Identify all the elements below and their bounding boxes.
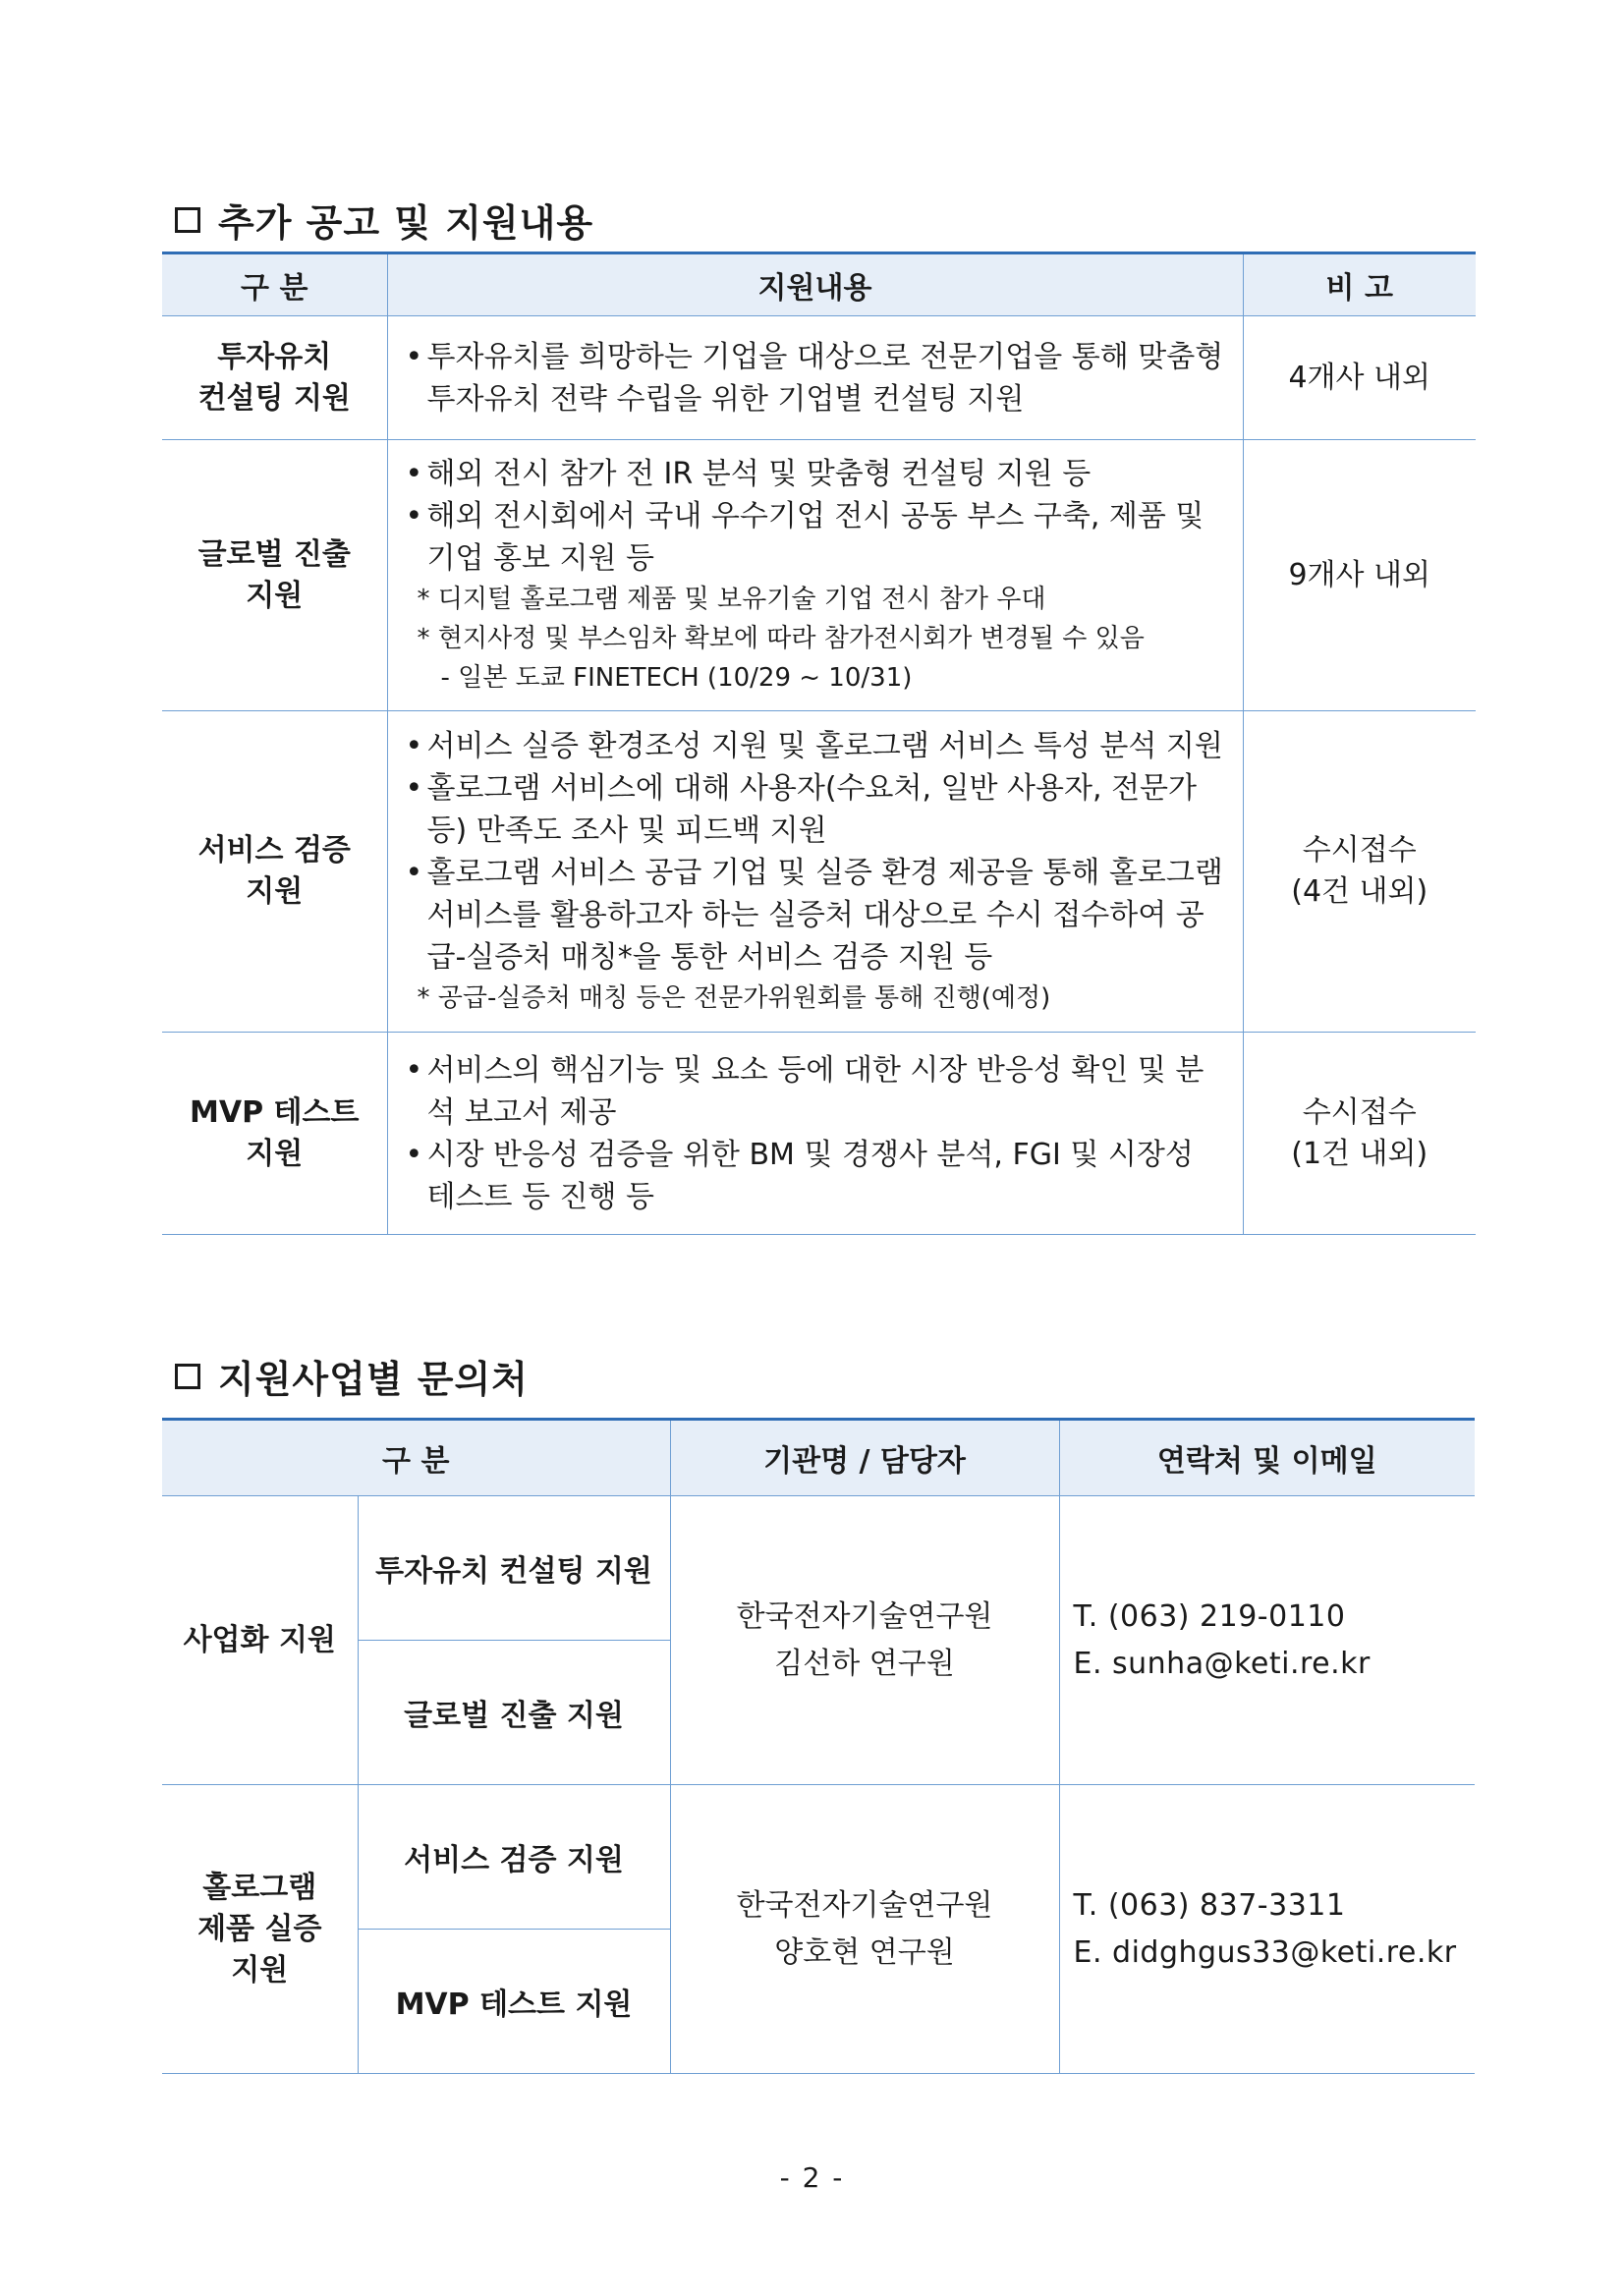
bullet-item: • 시장 반응성 검증을 위한 BM 및 경쟁사 분석, FGI 및 시장성 테스트 등 진행 등 <box>404 1134 1229 1218</box>
contact-cell <box>1059 1785 1475 2074</box>
institution-cell <box>670 1785 1059 2074</box>
phone-number: T. (063) 219-0110 <box>1073 1598 1346 1634</box>
bullet-item: • 홀로그램 서비스에 대해 사용자(수요처, 일반 사용자, 전문가 등) 만족도 조사 및 피드백 지원 <box>404 767 1229 852</box>
header-remark: 비 고 <box>1243 253 1476 316</box>
header-content: 지원내용 <box>387 253 1243 316</box>
support-content-table <box>162 252 1476 1235</box>
footnote-detail: - 일본 도쿄 FINETECH (10/29 ~ 10/31) <box>440 663 913 693</box>
row-remark: 수시접수 (4건 내외) <box>1243 711 1476 1033</box>
table-row <box>162 711 1476 1033</box>
row-category: 글로벌 진출 지원 <box>162 440 387 711</box>
contact-person: 양호현 연구원 <box>774 1934 955 1970</box>
program-name: 서비스 검증 지원 <box>358 1785 670 1930</box>
row-content <box>387 1033 1243 1235</box>
header-category: 구 분 <box>162 1420 670 1496</box>
institution-name: 한국전자기술연구원 <box>736 1887 993 1923</box>
row-remark: 9개사 내외 <box>1243 440 1476 711</box>
page-number: - 2 - <box>779 2161 845 2194</box>
row-content <box>387 440 1243 711</box>
footnote: * 디지털 홀로그램 제품 및 보유기술 기업 전시 참가 우대 <box>417 585 1046 614</box>
footnote: * 공급-실증처 매칭 등은 전문가위원회를 통해 진행(예정) <box>417 983 1051 1013</box>
row-category: 서비스 검증 지원 <box>162 711 387 1033</box>
table-header-row <box>162 253 1476 316</box>
phone-number: T. (063) 837-3311 <box>1073 1887 1346 1923</box>
contact-table <box>162 1418 1475 2074</box>
table-row <box>162 316 1476 440</box>
contact-cell <box>1059 1496 1475 1785</box>
email-address: E. sunha@keti.re.kr <box>1073 1646 1371 1681</box>
row-content <box>387 316 1243 440</box>
program-name: 글로벌 진출 지원 <box>358 1641 670 1785</box>
group-name: 사업화 지원 <box>162 1496 358 1785</box>
bullet-item: • 해외 전시 참가 전 IR 분석 및 맞춤형 컨설팅 지원 등 <box>404 453 1229 495</box>
bullet-item: • 투자유치를 희망하는 기업을 대상으로 전문기업을 통해 맞춤형 투자유치 전략 수립을 위한 기업별 컨설팅 지원 <box>404 336 1229 420</box>
institution-name: 한국전자기술연구원 <box>736 1598 993 1634</box>
section-title-text: 추가 공고 및 지원내용 <box>218 201 594 245</box>
contact-person: 김선하 연구원 <box>774 1646 955 1681</box>
table-header-row <box>162 1420 1475 1496</box>
program-name: 투자유치 컨설팅 지원 <box>358 1496 670 1641</box>
footnote: * 현지사정 및 부스임차 확보에 따라 참가전시회가 변경될 수 있음 <box>417 624 1145 653</box>
bullet-item: • 홀로그램 서비스 공급 기업 및 실증 환경 제공을 통해 홀로그램 서비스를 활용하고자 하는 실증처 대상으로 수시 접수하여 공급-실증처 매칭*을 통한 서비스 검증 지원 등 <box>404 852 1229 979</box>
checkbox-square-icon <box>175 1364 200 1389</box>
bullet-item: • 해외 전시회에서 국내 우수기업 전시 공동 부스 구축, 제품 및 기업 홍보 지원 등 <box>404 495 1229 580</box>
institution-cell <box>670 1496 1059 1785</box>
group-name: 홀로그램 제품 실증 지원 <box>162 1785 358 2074</box>
email-address: E. didghgus33@keti.re.kr <box>1073 1934 1457 1970</box>
row-category: MVP 테스트 지원 <box>162 1033 387 1235</box>
program-name: MVP 테스트 지원 <box>358 1930 670 2074</box>
section-title-contacts <box>175 1349 529 1403</box>
row-remark: 수시접수 (1건 내외) <box>1243 1033 1476 1235</box>
table-row <box>162 1496 1475 1641</box>
table-row <box>162 1785 1475 1930</box>
row-category: 투자유치 컨설팅 지원 <box>162 316 387 440</box>
table-row <box>162 1033 1476 1235</box>
header-institution: 기관명 / 담당자 <box>670 1420 1059 1496</box>
bullet-item: • 서비스 실증 환경조성 지원 및 홀로그램 서비스 특성 분석 지원 <box>404 725 1229 767</box>
row-content <box>387 711 1243 1033</box>
bullet-item: • 서비스의 핵심기능 및 요소 등에 대한 시장 반응성 확인 및 분석 보고서 제공 <box>404 1049 1229 1134</box>
checkbox-square-icon <box>175 207 200 233</box>
section-title-support <box>175 193 593 247</box>
header-category: 구 분 <box>162 253 387 316</box>
section-title-text: 지원사업별 문의처 <box>218 1358 529 1401</box>
row-remark: 4개사 내외 <box>1243 316 1476 440</box>
table-row <box>162 440 1476 711</box>
header-contact: 연락처 및 이메일 <box>1059 1420 1475 1496</box>
